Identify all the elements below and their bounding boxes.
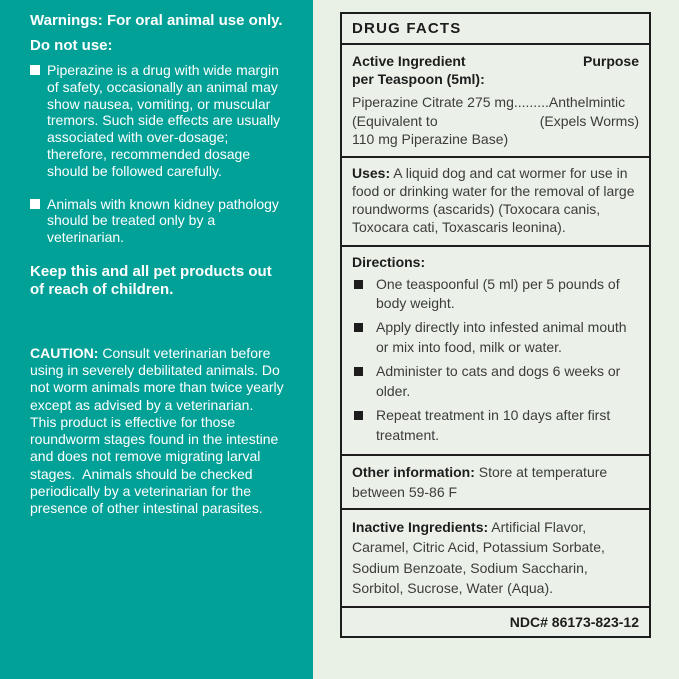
- uses-text: A liquid dog and cat wormer for use in food or drinking water for the removal of large roundworms (ascarids) (Toxocara canis, Toxocara cati, Toxascaris leonina).: [352, 164, 635, 235]
- square-bullet-icon: [354, 411, 363, 420]
- directions-section: [342, 245, 649, 454]
- drug-facts-box: [340, 12, 651, 638]
- direction-text: One teaspoonful (5 ml) per 5 pounds of body weight.: [376, 275, 620, 312]
- purpose-heading: Purpose: [582, 53, 639, 69]
- warning-item: [30, 62, 285, 180]
- equivalent-line1: (Equivalent to: [352, 112, 438, 129]
- purpose-line2: (Expels Worms): [539, 112, 639, 129]
- direction-item: [354, 318, 639, 358]
- direction-text: Apply directly into infested animal mouth or mix into food, milk or water.: [376, 319, 627, 356]
- drug-facts-panel: [313, 0, 679, 679]
- directions-label: Directions:: [352, 253, 426, 270]
- drug-facts-title: DRUG FACTS: [352, 20, 462, 37]
- caution-paragraph: [30, 344, 288, 517]
- direction-item: [354, 362, 639, 402]
- inactive-ingredients-section: [342, 508, 649, 606]
- inactive-ingredients-text: Artificial Flavor, Caramel, Citric Acid, Potassium Sorbate, Sodium Benzoate, Sodium Saccharin, Sorbitol, Sucrose, Water (Aqua).: [352, 519, 605, 597]
- square-bullet-icon: [354, 367, 363, 376]
- direction-item: [354, 406, 639, 446]
- other-information-text: Store at temperature between 59-86 F: [352, 463, 608, 500]
- directions-list: [352, 275, 639, 446]
- other-information-section: [342, 454, 649, 509]
- uses-section: [342, 156, 649, 245]
- inactive-ingredients-label: Inactive Ingredients:: [352, 519, 489, 536]
- warnings-title: Warnings: For oral animal use only.: [30, 12, 283, 29]
- warning-item: [30, 196, 285, 246]
- active-ingredient-heading-line2: per Teaspoon (5ml):: [352, 71, 485, 88]
- warnings-panel: [0, 0, 313, 679]
- square-bullet-icon: [354, 323, 363, 332]
- square-bullet-icon: [30, 199, 40, 209]
- warning-text: Piperazine is a drug with wide margin of safety, occasionally an animal may show nausea, vomiting, or muscular tremors. Such side effects are usually associated with over-dosage; therefore, recommended dosage should be followed carefully.: [47, 62, 281, 179]
- caution-text: Consult veterinarian before using in severely debilitated animals. Do not worm animals more than twice yearly except as advised by a veterinarian. This product is effective for those roundworm stages found in the intestine and does not remove migrating larval stages. Animals should be checked periodically by a veterinarian for the presence of other intestinal parasites.: [30, 344, 288, 516]
- active-ingredient-heading-line1: Active Ingredient: [352, 53, 466, 69]
- direction-item: [354, 275, 639, 315]
- square-bullet-icon: [354, 280, 363, 289]
- square-bullet-icon: [30, 65, 40, 75]
- warnings-list: [30, 62, 285, 246]
- keep-out-of-reach-text: Keep this and all pet products out of reach of children.: [30, 262, 272, 298]
- direction-text: Repeat treatment in 10 days after first treatment.: [376, 406, 611, 443]
- other-information-label: Other information:: [352, 463, 475, 480]
- uses-label: Uses:: [352, 164, 391, 181]
- direction-text: Administer to cats and dogs 6 weeks or older.: [376, 363, 621, 399]
- active-ingredient-section: [342, 43, 649, 156]
- caution-label: CAUTION:: [30, 344, 99, 361]
- equivalent-line2: 110 mg Piperazine Base): [352, 130, 509, 147]
- warning-text: Animals with known kidney pathology should be treated only by a veterinarian.: [47, 195, 279, 246]
- do-not-use-heading: Do not use:: [30, 37, 113, 54]
- ndc-number: NDC# 86173-823-12: [342, 606, 649, 636]
- ingredient-dosage-line: Piperazine Citrate 275 mg.........Anthelmintic: [352, 94, 626, 111]
